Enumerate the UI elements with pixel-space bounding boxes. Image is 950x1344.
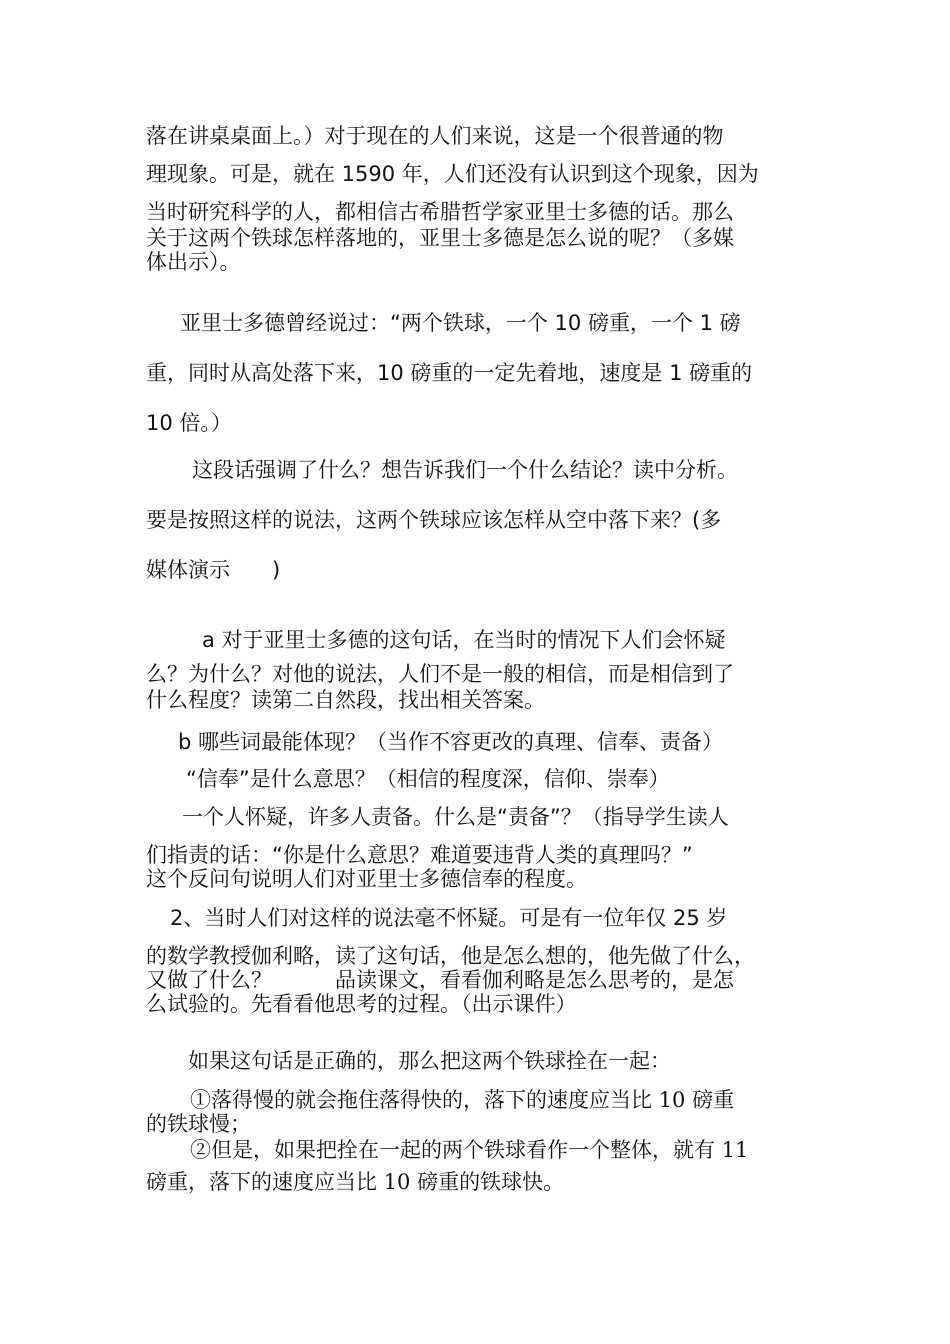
- text-line: 关于这两个铁球怎样落地的，亚里士多德是怎么说的呢？（多媒: [146, 226, 734, 250]
- paragraph-8: [146, 904, 810, 1018]
- text-line: ②但是，如果把拴在一起的两个铁球看作一个整体，就有 11: [190, 1138, 749, 1162]
- text-line: 当时研究科学的人，都相信古希腊哲学家亚里士多德的话。那么: [146, 200, 734, 224]
- paragraph-5: [146, 728, 810, 756]
- text-line: 们指责的话：“你是什么意思？难道要违背人类的真理吗？”: [146, 843, 693, 867]
- text-line: a 对于亚里士多德的这句话，在当时的情况下人们会怀疑: [202, 628, 726, 652]
- text-line: 又做了什么？ 品读课文，看看伽利略是怎么思考的，是怎: [146, 968, 734, 992]
- text-line: 体出示）。: [146, 250, 241, 274]
- text-line: 磅重，落下的速度应当比 10 磅重的铁球快。: [146, 1170, 565, 1194]
- paragraph-10: [146, 1086, 810, 1138]
- text-line: 这个反问句说明人们对亚里士多德信奉的程度。: [146, 867, 587, 891]
- text-line: 10 倍。）: [146, 411, 232, 435]
- paragraph-3: [146, 455, 810, 585]
- text-line: “信奉”是什么意思？（相信的程度深，信仰、崇奉）: [186, 767, 670, 791]
- text-line: 什么程度？读第二自然段，找出相关答案。: [146, 688, 545, 712]
- text-line: 理现象。可是，就在 1590 年，人们还没有认识到这个现象，因为: [146, 162, 759, 186]
- paragraph-4: [146, 626, 810, 714]
- paragraph-11: [146, 1136, 810, 1196]
- paragraph-7: [146, 803, 810, 893]
- text-line: 如果这句话是正确的，那么把这两个铁球拴在一起：: [188, 1049, 671, 1073]
- text-line: 么？为什么？对他的说法，人们不是一般的相信，而是相信到了: [146, 662, 734, 686]
- text-line: b 哪些词最能体现？（当作不容更改的真理、信奉、责备）: [178, 730, 724, 754]
- text-line: 的铁球慢；: [146, 1112, 251, 1136]
- text-line: 这段话强调了什么？想告诉我们一个什么结论？读中分析。: [192, 458, 738, 482]
- text-line: 2、当时人们对这样的说法毫不怀疑。可是有一位年仅 25 岁: [170, 906, 728, 930]
- paragraph-2: [146, 308, 810, 438]
- paragraph-9: [146, 1047, 810, 1075]
- text-line: 的数学教授伽利略，读了这句话，他是怎么想的，他先做了什么，: [146, 944, 755, 968]
- text-line: 么试验的。先看看他思考的过程。（出示课件）: [146, 992, 577, 1016]
- paragraph-1: [146, 122, 810, 276]
- text-line: 重，同时从高处落下来，10 磅重的一定先着地，速度是 1 磅重的: [146, 361, 753, 385]
- text-line: 亚里士多德曾经说过：“两个铁球，一个 10 磅重，一个 1 磅: [180, 311, 741, 335]
- text-line: 媒体演示 ): [146, 558, 281, 582]
- text-line: 要是按照这样的说法，这两个铁球应该怎样从空中落下来？(多: [146, 508, 722, 532]
- text-line: 一个人怀疑，许多人责备。什么是“责备”？（指导学生读人: [182, 805, 729, 829]
- text-line: 落在讲桌桌面上。）对于现在的人们来说，这是一个很普通的物: [146, 124, 724, 148]
- paragraph-6: [146, 765, 810, 793]
- text-line: ①落得慢的就会拖住落得快的，落下的速度应当比 10 磅重: [190, 1088, 735, 1112]
